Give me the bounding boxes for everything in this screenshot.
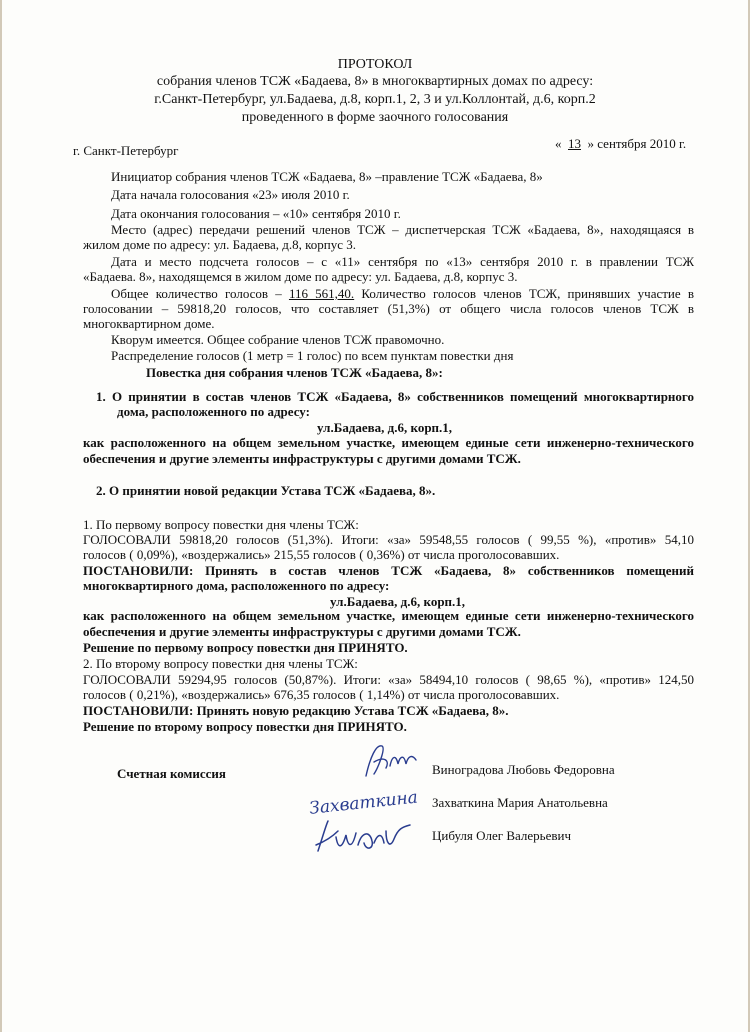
commission-label: Счетная комиссия: [117, 766, 226, 781]
commission-member-2: Захваткина Мария Анатольевна: [432, 795, 608, 810]
vote1-result: Решение по первому вопросу повестки дня ПРИНЯТО.: [83, 640, 408, 655]
delivery-place-2: жилом доме по адресу: ул. Бадаева, д.8, корпус 3.: [83, 237, 357, 252]
agenda-item-1-line-3: как расположенного на общем земельном участке, имеющем единые сети инженерно-технического: [83, 435, 694, 450]
agenda-item-1-address: ул.Бадаева, д.6, корп.1,: [317, 420, 453, 435]
vote1-decision-3: как расположенного на общем земельном участке, имеющем единые сети инженерно-технического: [83, 608, 694, 623]
end-date: Дата окончания голосования – «10» сентября 2010 г.: [111, 206, 401, 221]
document-title: ПРОТОКОЛ: [337, 57, 413, 72]
vote1-address: ул.Бадаева, д.6, корп.1,: [330, 594, 466, 609]
vote2-decision: ПОСТАНОВИЛИ: Принять новую редакцию Устава ТСЖ «Бадаева, 8».: [83, 703, 509, 718]
vote2-results-2: голосов ( 0,21%), «воздержались» 676,35 голосов ( 1,14%) от числа проголосовавших.: [83, 687, 560, 702]
agenda-title: Повестка дня собрания членов ТСЖ «Бадаева, 8»:: [146, 365, 443, 380]
vote1-decision-4: обеспечения и другие элементы инфраструктуры с другими домами ТСЖ.: [83, 624, 521, 639]
total-votes-3: многоквартирном доме.: [83, 316, 215, 331]
agenda-item-1-line-1: 1. О принятии в состав членов ТСЖ «Бадаева, 8» собственников помещений многоквартирного: [96, 389, 694, 404]
start-date: Дата начала голосования «23» июля 2010 г.: [111, 187, 350, 202]
vote2-result: Решение по второму вопросу повестки дня ПРИНЯТО.: [83, 719, 407, 734]
total-votes-number: 116 561,40.: [288, 286, 355, 301]
count-date-2: «Бадаева. 8», находящемся в жилом доме по адресу: ул. Бадаева, д.8, корпус 3.: [83, 269, 518, 284]
date-open: «: [555, 136, 562, 151]
total-votes-1: [111, 286, 694, 301]
signature-3: [312, 815, 417, 860]
date-day: 13: [568, 136, 581, 151]
city: г. Санкт-Петербург: [73, 143, 179, 158]
vote1-decision-2: многоквартирного дома, расположенного по адресу:: [83, 578, 390, 593]
total-votes-pre: Общее количество голосов –: [111, 286, 289, 301]
initiator: Инициатор собрания членов ТСЖ «Бадаева, 8» –правление ТСЖ «Бадаева, 8»: [111, 169, 543, 184]
quorum: Кворум имеется. Общее собрание членов ТСЖ правомочно.: [111, 332, 445, 347]
page-edge-left: [0, 0, 2, 1032]
vote2-heading: 2. По второму вопросу повестки дня члены ТСЖ:: [83, 656, 358, 671]
title-line-3: проведенного в форме заочного голосования: [241, 110, 509, 125]
delivery-place-1: Место (адрес) передачи решений членов ТСЖ – диспетчерская ТСЖ «Бадаева, 8», находящаяся в: [111, 222, 694, 237]
agenda-item-1-line-4: обеспечения и другие элементы инфраструктуры с другими домами ТСЖ.: [83, 451, 521, 466]
vote1-heading: 1. По первому вопросу повестки дня члены ТСЖ:: [83, 517, 359, 532]
vote2-results-1: ГОЛОСОВАЛИ 59294,95 голосов (50,87%). Итоги: «за» 58494,10 голосов ( 98,65 %), «против» 124,50: [83, 672, 694, 687]
agenda-item-1-line-2: дома, расположенного по адресу:: [117, 404, 310, 419]
title-line-1: собрания членов ТСЖ «Бадаева, 8» в многоквартирных домах по адресу:: [156, 74, 594, 89]
date-rest: » сентября 2010 г.: [587, 136, 687, 151]
commission-member-3: Цибуля Олег Валерьевич: [432, 828, 571, 843]
count-date-1: Дата и место подсчета голосов – с «11» сентября по «13» сентября 2010 г. в правлении ТСЖ: [111, 254, 694, 269]
total-votes-2: голосовании – 59818,20 голосов, что составляет (51,3%) от общего числа голосов членов ТСЖ в: [83, 301, 694, 316]
vote1-decision-1: ПОСТАНОВИЛИ: Принять в состав членов ТСЖ «Бадаева, 8» собственников помещений: [83, 563, 694, 578]
total-votes-post: Количество голосов членов ТСЖ, принявших участие в: [354, 286, 694, 301]
vote-distribution: Распределение голосов (1 метр = 1 голос) по всем пунктам повестки дня: [111, 348, 514, 363]
signature-2-text: Захваткина: [308, 787, 419, 819]
signature-1: [360, 738, 420, 783]
commission-member-1: Виноградова Любовь Федоровна: [432, 762, 615, 777]
vote1-results-2: голосов ( 0,09%), «воздержались» 215,55 голосов ( 0,36%) от числа проголосовавших.: [83, 547, 560, 562]
title-line-2: г.Санкт-Петербург, ул.Бадаева, д.8, корп.1, 2, 3 и ул.Коллонтай, д.6, корп.2: [154, 92, 596, 107]
protocol-date: [555, 136, 686, 151]
agenda-item-2: 2. О принятии новой редакции Устава ТСЖ «Бадаева, 8».: [96, 483, 436, 498]
vote1-results-1: ГОЛОСОВАЛИ 59818,20 голосов (51,3%). Итоги: «за» 59548,55 голосов ( 99,55 %), «против» 54,10: [83, 532, 694, 547]
